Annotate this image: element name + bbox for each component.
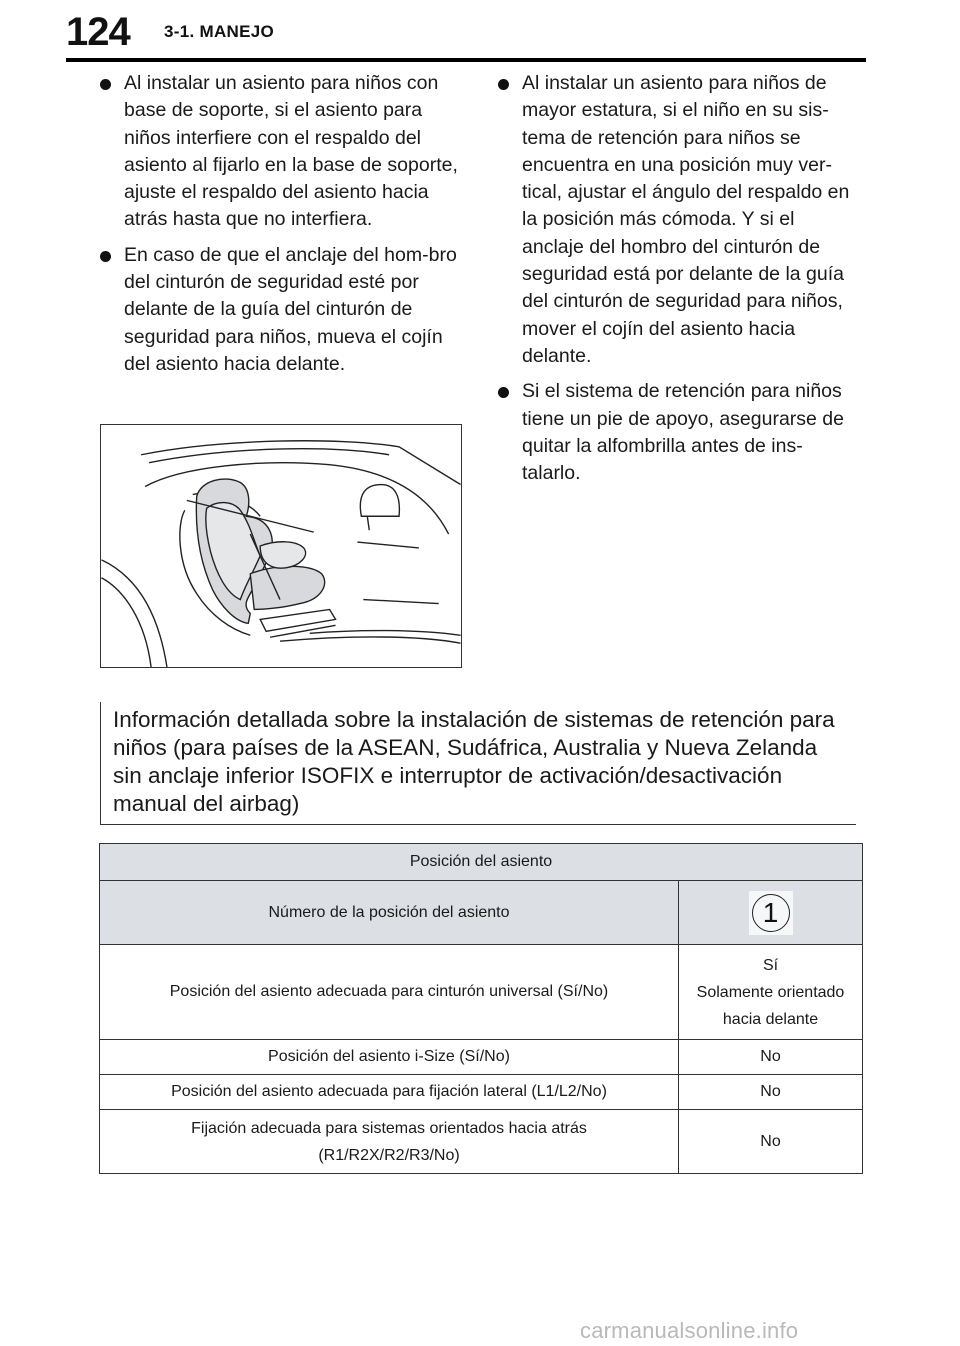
value-line: Sí bbox=[762, 956, 779, 974]
seat-number: 1 bbox=[762, 896, 779, 928]
child-seat-figure bbox=[100, 424, 462, 668]
table-cell-value: No bbox=[679, 1110, 863, 1174]
page-number: 124 bbox=[66, 10, 130, 54]
right-column bbox=[494, 70, 856, 495]
table-header-cell: Posición del asiento bbox=[100, 844, 863, 881]
info-box-text: Información detallada sobre la instalación de sistemas de retención para niños (para países de la ASEAN, Sudáfrica, Australia y Nueva Zelanda sin anclaje inferior ISOFIX e interruptor de activación/desactivación manual del airbag) bbox=[113, 707, 835, 816]
table-row bbox=[100, 1075, 863, 1110]
watermark: carmanualsonline.info bbox=[580, 1318, 799, 1343]
label-line: (R1/R2X/R2/R3/No) bbox=[318, 1146, 460, 1164]
info-box bbox=[100, 702, 856, 825]
seat-position-table bbox=[99, 843, 863, 1174]
bullet-text: Al instalar un asiento para niños de mayor estatura, si el niño en su sis-tema de retención para niños se encuentra en una posición muy ver-tical, ajustar el ángulo del respaldo en la posición más cómoda. Y si el anclaje del hombro del cinturón de seguridad está por delante de la guía del cinturón de seguridad para niños, mover el cojín del asiento hacia delante. bbox=[522, 72, 850, 367]
bullet-dot-icon bbox=[498, 79, 509, 90]
table-row bbox=[100, 945, 863, 1040]
table-row bbox=[100, 1040, 863, 1075]
table-cell-value bbox=[679, 881, 863, 945]
table-cell-label: Número de la posición del asiento bbox=[100, 881, 679, 945]
child-seat-illustration-icon bbox=[101, 425, 461, 667]
bullet-dot-icon bbox=[498, 387, 509, 398]
table-row bbox=[100, 1110, 863, 1174]
table-cell-value: No bbox=[679, 1075, 863, 1110]
left-column bbox=[96, 70, 458, 386]
table-cell-label bbox=[100, 1110, 679, 1174]
seat-number-circle-icon bbox=[749, 891, 793, 935]
bullet-dot-icon bbox=[100, 251, 111, 262]
table-cell-label: Posición del asiento adecuada para cinturón universal (Sí/No) bbox=[100, 945, 679, 1040]
bullet-dot-icon bbox=[100, 79, 111, 90]
header-rule bbox=[66, 58, 866, 62]
table-cell-value bbox=[679, 945, 863, 1040]
table-cell-label: Posición del asiento adecuada para fijación lateral (L1/L2/No) bbox=[100, 1075, 679, 1110]
bullet-item bbox=[494, 378, 856, 487]
value-line: hacia delante bbox=[722, 1010, 819, 1028]
table-cell-value: No bbox=[679, 1040, 863, 1075]
section-label: 3-1. MANEJO bbox=[164, 22, 275, 41]
bullet-item bbox=[494, 70, 856, 370]
table-cell-label: Posición del asiento i-Size (Sí/No) bbox=[100, 1040, 679, 1075]
bullet-text: En caso de que el anclaje del hom-bro del cinturón de seguridad esté por delante de la guía del cinturón de seguridad para niños, mueva el cojín del asiento hacia delante. bbox=[124, 243, 457, 375]
bullet-text: Si el sistema de retención para niños tiene un pie de apoyo, asegurarse de quitar la alfombrilla antes de ins-talarlo. bbox=[522, 380, 844, 485]
table-row bbox=[100, 844, 863, 881]
table-row bbox=[100, 881, 863, 945]
bullet-item bbox=[96, 242, 458, 378]
label-line: Fijación adecuada para sistemas orientados hacia atrás bbox=[191, 1119, 587, 1137]
value-line: Solamente orientado bbox=[696, 983, 845, 1001]
bullet-item bbox=[96, 70, 458, 234]
bullet-text: Al instalar un asiento para niños con base de soporte, si el asiento para niños interfiere con el respaldo del asiento al fijarlo en la base de soporte, ajuste el respaldo del asiento hacia atrás hasta que no interfiera. bbox=[124, 72, 458, 231]
